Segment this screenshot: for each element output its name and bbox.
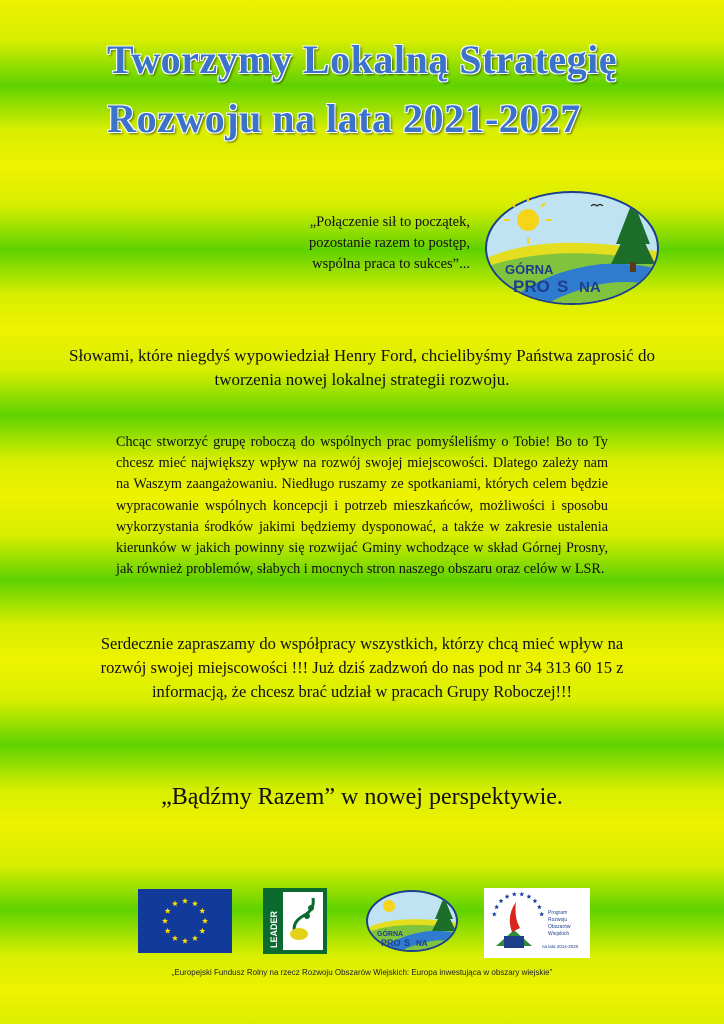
- logo-text-na: NA: [579, 279, 601, 296]
- prow-logo: [484, 888, 590, 958]
- small-logo-text-na: NA: [416, 939, 428, 948]
- quote-line-3: wspólna praca to sukces”...: [312, 256, 470, 272]
- page-title-line-2: Rozwoju na lata 2021-2027: [107, 96, 581, 141]
- prow-line-1: Program: [548, 910, 568, 916]
- prow-line-4: Wiejskich: [548, 931, 570, 937]
- eu-flag-logo: [138, 889, 232, 953]
- prow-line-3: Obszarów: [548, 924, 571, 930]
- body-paragraph: Chcąc stworzyć grupę roboczą do wspólnych prac pomyśleliśmy o Tobie! Bo to Ty chcesz mieć największy wpływ na rozwój swojej miejscowości. Dlatego zależy nam na Waszym zaangażowaniu. Niedługo ruszamy ze spotkaniami, których celem będzie wypracowanie wspólnych koncepcji i potrzeb mieszkańców, możliwości i sposobu wykorzystania środków jakimi będziemy dysponować, a także w zakresie ustalenia kierunków w jakich powinny się rozwijać Gminy wchodzące w skład Górnej Prosny, jak również problemów, słabych i mocnych stron naszego obszaru oraz celów w LSR.: [116, 434, 608, 578]
- sponsor-logos: [0, 888, 724, 958]
- small-logo-text-s: S: [404, 938, 411, 948]
- leader-label: LEADER: [269, 910, 279, 948]
- quote-line-2: pozostanie razem to postęp,: [308, 235, 470, 251]
- gorna-prosna-small-logo: [365, 889, 459, 953]
- invitation-paragraph: Serdecznie zapraszamy do współpracy wszystkich, którzy chcą mieć wpływ na rozwój swojej miejscowości !!! Już dziś zadzwoń do nas pod nr 34 313 60 15 z informacją, że chcesz brać udział w pracach Grupy Roboczej!!!: [100, 634, 624, 701]
- logo-text-s: S: [557, 277, 569, 296]
- small-logo-text-top: GÓRNA: [377, 931, 404, 938]
- prow-line-2: Rozwoju: [548, 917, 568, 923]
- slogan: „Bądźmy Razem” w nowej perspektywie.: [161, 784, 563, 810]
- leader-logo: [263, 888, 327, 954]
- prow-years: na lata 2014-2020: [542, 944, 579, 949]
- footer-caption: „Europejski Fundusz Rolny na rzecz Rozwoju Obszarów Wiejskich: Europa inwestująca w obszary wiejskie”: [171, 968, 553, 977]
- logo-text-pro: PRO: [513, 277, 550, 296]
- ford-quote: [250, 212, 470, 275]
- gorna-prosna-logo: [483, 190, 661, 306]
- small-logo-text-pro: PRO: [381, 938, 401, 948]
- intro-paragraph: Słowami, które niegdyś wypowiedział Henry Ford, chcielibyśmy Państwa zaprosić do tworzenia nowej lokalnej strategii rozwoju.: [69, 346, 655, 389]
- quote-line-1: „Połączenie sił to początek,: [309, 214, 470, 230]
- logo-text-top: GÓRNA: [505, 262, 554, 277]
- page-title-line-1: Tworzymy Lokalną Strategię: [107, 37, 617, 82]
